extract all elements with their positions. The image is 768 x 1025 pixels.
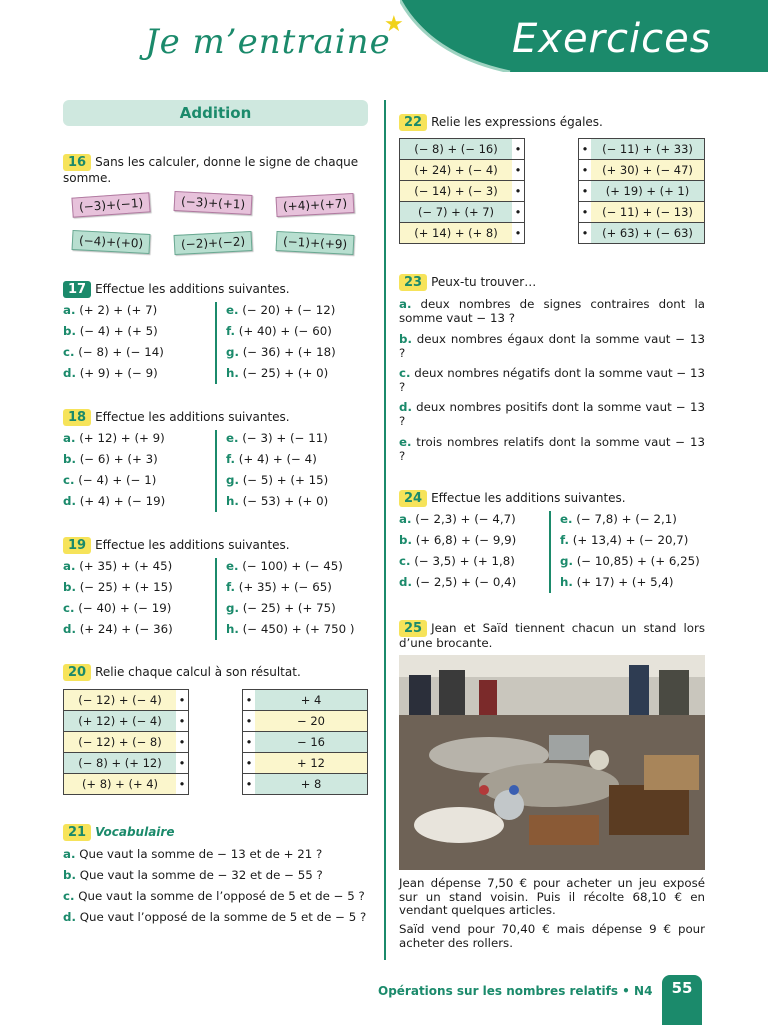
questions bbox=[63, 844, 366, 928]
list-item bbox=[226, 428, 328, 449]
item-letter: a. bbox=[399, 297, 412, 311]
result-cell: + 4 bbox=[255, 690, 368, 711]
list-item bbox=[560, 551, 700, 572]
expr-cell: (+ 24) + (− 4) bbox=[400, 160, 513, 181]
result-cell: + 8 bbox=[255, 774, 368, 795]
link-dot[interactable]: • bbox=[243, 774, 256, 795]
expression-card: (+4)+(+7) bbox=[276, 193, 355, 217]
item-text: (− 450) + (+ 750 ) bbox=[242, 622, 355, 636]
link-dot[interactable]: • bbox=[579, 139, 592, 160]
result-cell: + 12 bbox=[255, 753, 368, 774]
link-dot[interactable]: • bbox=[512, 202, 525, 223]
list-item bbox=[63, 449, 165, 470]
list-item bbox=[226, 300, 336, 321]
footer-chapter: Opérations sur les nombres relatifs • N4 bbox=[378, 984, 653, 998]
expr-cell: (+ 14) + (+ 8) bbox=[400, 223, 513, 244]
item-text: (− 10,85) + (+ 6,25) bbox=[576, 554, 700, 568]
result-cell: − 20 bbox=[255, 711, 368, 732]
item-letter: c. bbox=[399, 554, 411, 568]
link-dot[interactable]: • bbox=[243, 690, 256, 711]
exercise-20 bbox=[63, 664, 301, 681]
expression-card: (−1)+(+9) bbox=[276, 231, 355, 255]
list-item bbox=[560, 530, 700, 551]
item-letter: e. bbox=[226, 559, 239, 573]
list-item bbox=[560, 509, 700, 530]
list-item bbox=[63, 556, 173, 577]
expression-card: (−4)+(+0) bbox=[72, 230, 151, 254]
calc-cell: (+ 8) + (+ 4) bbox=[64, 774, 177, 795]
star-icon: ★ bbox=[384, 12, 404, 37]
exercise-instruction: Effectue les additions suivantes. bbox=[95, 538, 290, 552]
item-letter: c. bbox=[399, 366, 411, 380]
item-letter: g. bbox=[560, 554, 573, 568]
item-text: (− 3) + (− 11) bbox=[242, 431, 328, 445]
list-item bbox=[399, 298, 705, 325]
item-letter: f. bbox=[226, 324, 235, 338]
item-letter: c. bbox=[63, 601, 75, 615]
item-text: (− 53) + (+ 0) bbox=[242, 494, 329, 508]
item-text: (− 4) + (+ 5) bbox=[79, 324, 158, 338]
item-text: (− 8) + (− 14) bbox=[78, 345, 164, 359]
expr-cell: (− 11) + (+ 33) bbox=[591, 139, 705, 160]
exercise-instruction: Peux-tu trouver… bbox=[431, 275, 537, 289]
item-text: (+ 17) + (+ 5,4) bbox=[576, 575, 674, 589]
expr-cell: (+ 19) + (+ 1) bbox=[591, 181, 705, 202]
list-item bbox=[226, 577, 355, 598]
item-text: (− 25) + (+ 0) bbox=[242, 366, 329, 380]
list-item bbox=[226, 363, 336, 384]
link-dot[interactable]: • bbox=[243, 732, 256, 753]
exercise-instruction: Effectue les additions suivantes. bbox=[95, 410, 290, 424]
item-letter: a. bbox=[63, 431, 76, 445]
item-letter: f. bbox=[226, 580, 235, 594]
list-item bbox=[63, 342, 164, 363]
item-text: (− 40) + (− 19) bbox=[78, 601, 172, 615]
item-text: (+ 9) + (− 9) bbox=[79, 366, 158, 380]
list-item bbox=[399, 333, 705, 360]
expr-cell: (− 11) + (− 13) bbox=[591, 202, 705, 223]
item-text: (− 25) + (+ 75) bbox=[242, 601, 336, 615]
link-dot[interactable]: • bbox=[579, 160, 592, 181]
calc-cell: (− 12) + (− 8) bbox=[64, 732, 177, 753]
exercise-number: 25 bbox=[399, 620, 427, 637]
item-text: (+ 35) + (− 65) bbox=[238, 580, 332, 594]
link-dot[interactable]: • bbox=[512, 160, 525, 181]
item-text: Que vaut la somme de − 13 et de + 21 ? bbox=[79, 847, 323, 861]
list-item bbox=[226, 491, 328, 512]
exercise-24 bbox=[399, 490, 626, 507]
calc-cell: (− 8) + (+ 12) bbox=[64, 753, 177, 774]
item-text: (− 4) + (− 1) bbox=[78, 473, 157, 487]
exercise-number: 23 bbox=[399, 274, 427, 291]
item-text: (− 5) + (+ 15) bbox=[242, 473, 329, 487]
list-item bbox=[63, 321, 164, 342]
exercise-19 bbox=[63, 537, 290, 554]
list-item bbox=[226, 598, 355, 619]
item-text: Que vaut la somme de − 32 et de − 55 ? bbox=[79, 868, 323, 882]
list-item bbox=[63, 300, 164, 321]
item-letter: d. bbox=[399, 575, 412, 589]
item-letter: e. bbox=[560, 512, 573, 526]
list-item bbox=[63, 598, 173, 619]
exercise-instruction: Effectue les additions suivantes. bbox=[95, 282, 290, 296]
exercise-number: 17 bbox=[63, 281, 91, 298]
calc-cell: (− 12) + (− 4) bbox=[64, 690, 177, 711]
expr-cell: (− 14) + (− 3) bbox=[400, 181, 513, 202]
link-dot[interactable]: • bbox=[579, 202, 592, 223]
list-item bbox=[63, 619, 173, 640]
link-dot[interactable]: • bbox=[176, 711, 189, 732]
item-letter: c. bbox=[63, 889, 75, 903]
item-text: (− 25) + (+ 15) bbox=[79, 580, 173, 594]
expr-table-left bbox=[399, 138, 525, 244]
item-letter: h. bbox=[226, 622, 239, 636]
items-left bbox=[63, 300, 164, 384]
list-item bbox=[399, 509, 516, 530]
item-text: (+ 12) + (+ 9) bbox=[79, 431, 165, 445]
link-dot[interactable]: • bbox=[579, 181, 592, 202]
item-text: trois nombres relatifs dont la somme vaut − 13 ? bbox=[399, 435, 705, 463]
item-text: (− 36) + (+ 18) bbox=[242, 345, 336, 359]
items-left bbox=[399, 509, 516, 593]
calc-cell: (+ 12) + (− 4) bbox=[64, 711, 177, 732]
items-right bbox=[560, 509, 700, 593]
list-item bbox=[226, 321, 336, 342]
item-letter: e. bbox=[226, 303, 239, 317]
link-dot[interactable]: • bbox=[512, 181, 525, 202]
items-right bbox=[226, 300, 336, 384]
expr-cell: (− 7) + (+ 7) bbox=[400, 202, 513, 223]
list-item bbox=[63, 907, 366, 928]
item-text: (− 100) + (− 45) bbox=[242, 559, 343, 573]
exercise-number: 24 bbox=[399, 490, 427, 507]
item-text: deux nombres de signes contraires dont la somme vaut − 13 ? bbox=[399, 297, 705, 325]
item-letter: c. bbox=[63, 473, 75, 487]
link-dot[interactable]: • bbox=[176, 753, 189, 774]
items-right bbox=[226, 556, 355, 640]
exercise-instruction: Vocabulaire bbox=[95, 825, 175, 839]
item-text: (− 7,8) + (− 2,1) bbox=[576, 512, 677, 526]
exercise-number: 20 bbox=[63, 664, 91, 681]
items-left bbox=[63, 428, 165, 512]
item-letter: f. bbox=[560, 533, 569, 547]
item-letter: d. bbox=[399, 400, 412, 414]
exercise-instruction: Effectue les additions suivantes. bbox=[431, 491, 626, 505]
exercise-number: 16 bbox=[63, 154, 91, 171]
expr-cell: (+ 30) + (− 47) bbox=[591, 160, 705, 181]
link-dot[interactable]: • bbox=[579, 223, 592, 244]
item-letter: b. bbox=[63, 324, 76, 338]
item-text: (+ 4) + (− 4) bbox=[238, 452, 317, 466]
item-text: (+ 6,8) + (− 9,9) bbox=[415, 533, 517, 547]
item-letter: f. bbox=[226, 452, 235, 466]
header-exercices: Exercices bbox=[512, 16, 712, 62]
item-letter: a. bbox=[63, 559, 76, 573]
list-item bbox=[226, 470, 328, 491]
list-item bbox=[560, 572, 700, 593]
item-letter: c. bbox=[63, 345, 75, 359]
item-letter: a. bbox=[63, 303, 76, 317]
exercise-number: 19 bbox=[63, 537, 91, 554]
link-dot[interactable]: • bbox=[176, 690, 189, 711]
item-letter: d. bbox=[63, 494, 76, 508]
page-title: Je m’entraine bbox=[145, 22, 391, 62]
list-item bbox=[399, 436, 705, 463]
list-item bbox=[226, 342, 336, 363]
exercise-25-paragraph-1: Jean dépense 7,50 € pour acheter un jeu exposé sur un stand voisin. Puis il récolte 68,10 € en vendant quelques articles. bbox=[399, 876, 705, 917]
item-text: (+ 4) + (− 19) bbox=[79, 494, 166, 508]
list-item bbox=[399, 572, 516, 593]
expression-card: (−3)+(−1) bbox=[71, 192, 150, 217]
exercise-21 bbox=[63, 824, 174, 841]
item-letter: b. bbox=[63, 452, 76, 466]
item-text: (+ 40) + (− 60) bbox=[238, 324, 332, 338]
list-item bbox=[63, 886, 366, 907]
item-letter: g. bbox=[226, 473, 239, 487]
exercise-25-paragraph-2: Saïd vend pour 70,40 € mais dépense 9 € pour acheter des rollers. bbox=[399, 922, 705, 950]
list-item bbox=[399, 367, 705, 394]
list-item bbox=[399, 551, 516, 572]
expression-card: (−3)+(+1) bbox=[174, 191, 253, 215]
item-letter: g. bbox=[226, 345, 239, 359]
item-text: (+ 13,4) + (− 20,7) bbox=[572, 533, 689, 547]
link-dot[interactable]: • bbox=[512, 139, 525, 160]
flea-market-photo bbox=[399, 655, 705, 870]
exercise-instruction: Relie les expressions égales. bbox=[431, 115, 603, 129]
column-divider bbox=[384, 100, 386, 960]
exercise-17 bbox=[63, 281, 290, 298]
item-letter: b. bbox=[399, 533, 412, 547]
link-dot[interactable]: • bbox=[243, 711, 256, 732]
expr-table-right bbox=[578, 138, 705, 244]
list-item bbox=[63, 844, 366, 865]
exercise-18 bbox=[63, 409, 290, 426]
expr-cell: (− 8) + (− 16) bbox=[400, 139, 513, 160]
item-letter: b. bbox=[63, 580, 76, 594]
link-dot[interactable]: • bbox=[176, 774, 189, 795]
exercise-16 bbox=[63, 154, 373, 185]
exercise-number: 21 bbox=[63, 824, 91, 841]
item-letter: h. bbox=[226, 366, 239, 380]
exercise-instruction: Sans les calculer, donne le signe de chaque somme. bbox=[63, 155, 359, 185]
item-text: (− 20) + (− 12) bbox=[242, 303, 336, 317]
calc-table bbox=[63, 689, 189, 795]
item-letter: e. bbox=[226, 431, 239, 445]
list-item bbox=[63, 577, 173, 598]
item-letter: g. bbox=[226, 601, 239, 615]
item-text: deux nombres négatifs dont la somme vaut − 13 ? bbox=[399, 366, 706, 394]
column-separator bbox=[215, 558, 217, 640]
link-dot[interactable]: • bbox=[243, 753, 256, 774]
result-cell: − 16 bbox=[255, 732, 368, 753]
item-letter: h. bbox=[226, 494, 239, 508]
item-text: deux nombres positifs dont la somme vaut − 13 ? bbox=[399, 400, 705, 428]
item-text: Que vaut la somme de l’opposé de 5 et de − 5 ? bbox=[78, 889, 365, 903]
item-letter: d. bbox=[63, 622, 76, 636]
list-item bbox=[399, 530, 516, 551]
exercise-number: 18 bbox=[63, 409, 91, 426]
item-text: (+ 24) + (− 36) bbox=[79, 622, 173, 636]
result-table bbox=[242, 689, 368, 795]
list-item bbox=[226, 556, 355, 577]
column-separator bbox=[549, 511, 551, 593]
item-letter: d. bbox=[63, 366, 76, 380]
section-heading: Addition bbox=[63, 100, 368, 126]
list-item bbox=[63, 491, 165, 512]
item-text: Que vaut l’opposé de la somme de 5 et de − 5 ? bbox=[79, 910, 367, 924]
item-text: (− 2,5) + (− 0,4) bbox=[415, 575, 517, 589]
item-letter: h. bbox=[560, 575, 573, 589]
column-separator bbox=[215, 430, 217, 512]
exercise-23 bbox=[399, 274, 536, 291]
item-text: (− 6) + (+ 3) bbox=[79, 452, 158, 466]
exercise-instruction: Jean et Saïd tiennent chacun un stand lors d’une brocante. bbox=[399, 621, 705, 650]
item-letter: a. bbox=[399, 512, 412, 526]
list-item bbox=[63, 428, 165, 449]
expr-cell: (+ 63) + (− 63) bbox=[591, 223, 705, 244]
list-item bbox=[226, 449, 328, 470]
item-text: (− 3,5) + (+ 1,8) bbox=[414, 554, 515, 568]
exercise-25 bbox=[399, 620, 705, 651]
items-left bbox=[63, 556, 173, 640]
link-dot[interactable]: • bbox=[176, 732, 189, 753]
exercise-instruction: Relie chaque calcul à son résultat. bbox=[95, 665, 301, 679]
list-item bbox=[63, 363, 164, 384]
item-text: deux nombres égaux dont la somme vaut − 13 ? bbox=[399, 332, 706, 360]
page-number: 55 bbox=[662, 975, 702, 1025]
items-right bbox=[226, 428, 328, 512]
item-text: (− 2,3) + (− 4,7) bbox=[415, 512, 516, 526]
item-text: (+ 35) + (+ 45) bbox=[79, 559, 173, 573]
item-letter: a. bbox=[63, 847, 76, 861]
exercise-22 bbox=[399, 114, 603, 131]
exercise-number: 22 bbox=[399, 114, 427, 131]
item-text: (+ 2) + (+ 7) bbox=[79, 303, 158, 317]
list-item bbox=[63, 470, 165, 491]
column-separator bbox=[215, 302, 217, 384]
list-item bbox=[226, 619, 355, 640]
item-letter: e. bbox=[399, 435, 412, 449]
list-item bbox=[399, 401, 705, 428]
item-letter: b. bbox=[63, 868, 76, 882]
link-dot[interactable]: • bbox=[512, 223, 525, 244]
expression-card: (−2)+(−2) bbox=[174, 231, 253, 255]
list-item bbox=[63, 865, 366, 886]
item-letter: b. bbox=[399, 332, 412, 346]
item-letter: d. bbox=[63, 910, 76, 924]
